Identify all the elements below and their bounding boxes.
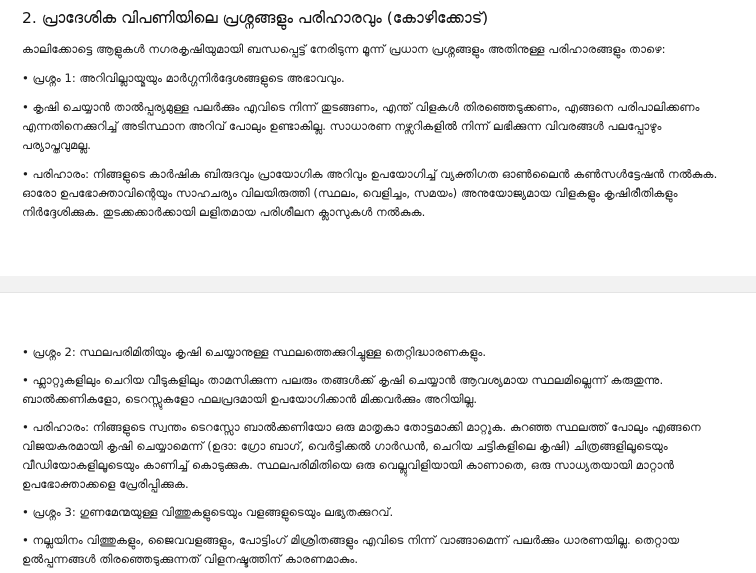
problem-3-description: • നല്ലയിനം വിത്തുകളും, ജൈവവളങ്ങളും, പോട്ടിംഗ് മിശ്രിതങ്ങളും എവിടെ നിന്ന് വാങ്ങാമെന്ന് പലർക്കും ധാരണയില്ല. തെറ്റായ ഉൽപ്പന്നങ്ങൾ തിരഞ്ഞെടുക്കുന്നത് വിളനഷ്ടത്തിന് കാരണമാകും. bbox=[22, 533, 680, 566]
problem-1-description: • കൃഷി ചെയ്യാൻ താൽപ്പര്യമുള്ള പലർക്കും എവിടെ നിന്ന് തുടങ്ങണം, എന്ത് വിളകൾ തിരഞ്ഞെടുക്കണം, എങ്ങനെ പരിപാലിക്കണം എന്നതിനെക്കുറിച്ച് അടിസ്ഥാന അറിവ് പോലും ഉണ്ടാകില്ല. സാധാരണ നഴ്സറികളിൽ നിന്ന് ലഭിക്കുന്ന വിവരങ്ങൾ പലപ്പോഴും പര്യാപ്തവുമല്ല. bbox=[22, 100, 700, 152]
document-panel-bottom bbox=[0, 292, 756, 573]
intro-paragraph: കാലിക്കോട്ടെ ആളുകൾ നഗരകൃഷിയുമായി ബന്ധപ്പെട്ട് നേരിടുന്ന മൂന്ന് പ്രധാന പ്രശ്നങ്ങളും അതിനുള്ള പരിഹാരങ്ങളും താഴെ: bbox=[22, 42, 666, 56]
solution-1: • പരിഹാരം: നിങ്ങളുടെ കാർഷിക ബിരുദവും പ്രായോഗിക അറിവും ഉപയോഗിച്ച് വ്യക്തിഗത ഓൺലൈൻ കൺസൾട്ടേഷൻ നൽകുക. ഓരോ ഉപഭോക്താവിന്റെയും സാഹചര്യം വിലയിരുത്തി (സ്ഥലം, വെളിച്ചം, സമയം) അനുയോജ്യമായ വിളകളും കൃഷിരീതികളും നിർദ്ദേശിക്കുക. തുടക്കക്കാർക്കായി ലളിതമായ പരിശീലന ക്ലാസുകൾ നൽകുക. bbox=[22, 167, 718, 219]
problem-2-title: • പ്രശ്നം 2: സ്ഥലപരിമിതിയും കൃഷി ചെയ്യാനുള്ള സ്ഥലത്തെക്കുറിച്ചുള്ള തെറ്റിദ്ധാരണകളും. bbox=[22, 345, 487, 359]
section-heading: 2. പ്രാദേശിക വിപണിയിലെ പ്രശ്നങ്ങളും പരിഹാരവും (കോഴിക്കോട്) bbox=[22, 9, 489, 27]
document-panel-top bbox=[0, 0, 756, 276]
problem-1-title: • പ്രശ്നം 1: അറിവില്ലായ്മയും മാർഗ്ഗനിർദ്ദേശങ്ങളുടെ അഭാവവും. bbox=[22, 71, 345, 85]
solution-2: • പരിഹാരം: നിങ്ങളുടെ സ്വന്തം ടെറസ്സോ ബാൽക്കണിയോ ഒരു മാതൃകാ തോട്ടമാക്കി മാറ്റുക. കുറഞ്ഞ സ്ഥലത്ത് പോലും എങ്ങനെ വിജയകരമായി കൃഷി ചെയ്യാമെന്ന് (ഉദാ: ഗ്രോ ബാഗ്, വെർട്ടിക്കൽ ഗാർഡൻ, ചെറിയ ചട്ടികളിലെ കൃഷി) ചിത്രങ്ങളിലൂടെയും വീഡിയോകളിലൂടെയും കാണിച്ച് കൊടുക്കുക. സ്ഥലപരിമിതിയെ ഒരു വെല്ലുവിളിയായി കാണാതെ, ഒരു സാധ്യതയായി മാറ്റാൻ ഉപഭോക്താക്കളെ പ്രേരിപ്പിക്കുക. bbox=[22, 420, 701, 491]
problem-2-description: • ഫ്ലാറ്റുകളിലും ചെറിയ വീടുകളിലും താമസിക്കുന്ന പലരും തങ്ങൾക്ക് കൃഷി ചെയ്യാൻ ആവശ്യമായ സ്ഥലമില്ലെന്ന് കരുതുന്നു. ബാൽക്കണികളോ, ടെറസ്സുകളോ ഫലപ്രദമായി ഉപയോഗിക്കാൻ മിക്കവർക്കും അറിയില്ല. bbox=[22, 373, 664, 406]
problem-3-title: • പ്രശ്നം 3: ഗുണമേന്മയുള്ള വിത്തുകളുടെയും വളങ്ങളുടെയും ലഭ്യതക്കുറവ്. bbox=[22, 505, 394, 519]
